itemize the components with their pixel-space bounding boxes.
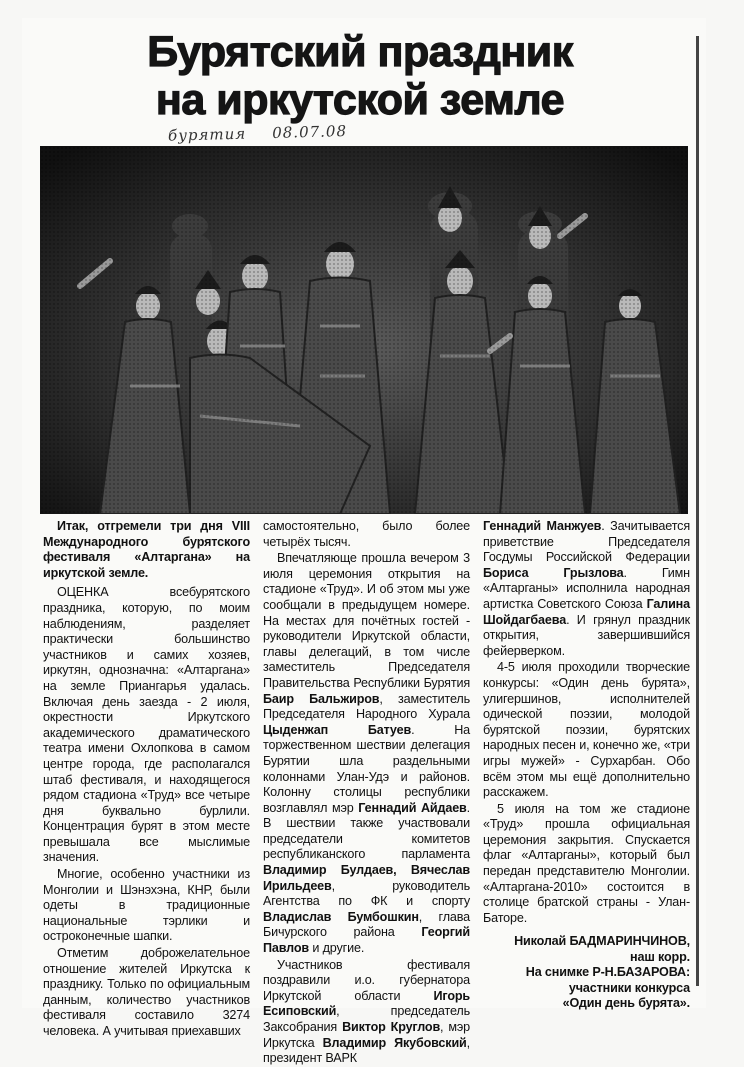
column-1 xyxy=(43,519,250,1038)
performers-photo-illustration xyxy=(40,146,688,514)
article-lead: Итак, отгремели три дня VIII Международного бурятского фестиваля «Алтаргана» на иркутской земле. xyxy=(43,519,250,580)
paragraph: Многие, особенно участники из Монголии и Шэнэхэна, КНР, были одеты в традиционные национальные тэрлики и остроконечные шапки. xyxy=(43,867,250,944)
author-role: наш корр. xyxy=(630,949,690,964)
paragraph: ОЦЕНКА всебурятского праздника, которую, по моим наблюдениям, разделяет практически большинство участников и самих хозяев, иркутян, однозначна: «Алтаргана» на земле Приангарья удалась. Включая день заезда - 2 июля, окрестности Иркутского академического драматического театра имени Охлопкова в самом центре города, где располагался штаб фестиваля, и находящегося рядом стадиона «Труд» все четыре дня буквально бурлили. Концентрация бурят в этом месте превышала все мыслимые значения. xyxy=(43,585,250,865)
paragraph: Геннадий Манжуев. Зачитывается приветствие Председателя Госдумы Российской Федерации Бориса Грызлова. Гимн «Алтарганы» исполнила народная артистка Советского Союза Галина Шойдагбаева. И грянул праздник открытия, завершившийся фейерверком. xyxy=(483,519,690,658)
paragraph: Отметим доброжелательное отношение жителей Иркутска к празднику. Только по официальным данным, количество участников фестиваля составило 3274 человека. А учитывая приехавших xyxy=(43,946,250,1038)
photo-caption-3: «Один день бурята». xyxy=(562,996,690,1011)
page-edge-rule xyxy=(696,36,699,986)
paragraph: 5 июля на том же стадионе «Труд» прошла официальная церемония закрытия. Спускается флаг «Алтарганы», который был передан представителю Монголии. «Алтаргана-2010» состоится в столице братской страны - Улан-Баторе. xyxy=(483,801,690,925)
paragraph: Впечатляюще прошла вечером 3 июля церемония открытия на стадионе «Труд». И об этом мы уже сообщали в предыдущем номере. На местах для почётных гостей - руководители Иркутской области, главы делегаций, в том числе заместитель Председателя Правительства Республики Бурятия Баир Бальжиров, заместитель Председателя Народного Хурала Цыденжап Батуев. На торжественном шествии делегация Бурятии шла раздельными колоннами Улан-Удэ и районов. Колонну столицы республики возглавлял мэр Геннадий Айдаев. В шествии также участвовали председатели комитетов республиканского парламента Владимир Булдаев, Вячеслав Ирильдеев, руководитель Агентства по ФК и спорту Владислав Бумбошкин, глава Бичурского района Георгий Павлов и другие. xyxy=(263,551,471,956)
column-2 xyxy=(263,519,471,1066)
article-headline xyxy=(60,28,660,124)
photo-caption-2: участники конкурса xyxy=(568,980,690,995)
author-name: Николай БАДМАРИНЧИНОВ, xyxy=(514,934,690,949)
article-signature xyxy=(483,934,690,1012)
paragraph: 4-5 июля проходили творческие конкурсы: «Один день бурята», улигершинов, исполнителей одической поэзии, молодой бурятской поэзии, бурятских народных песен и, конечно же, «три игры мужей» - Сурхарбан. Обо всём этом мы ещё дополнительно расскажем. xyxy=(483,660,690,800)
photo-caption-1: На снимке Р-Н.БАЗАРОВА: xyxy=(525,965,690,980)
column-3 xyxy=(483,519,690,1011)
handwritten-date: 08.07.08 xyxy=(271,122,348,142)
paragraph: Участников фестиваля поздравили и.о. губернатора Иркутской области Игорь Есиповский, председатель Заксобрания Виктор Круглов, мэр Иркутска Владимир Якубовский, президент ВАРК xyxy=(263,957,470,1066)
article-body xyxy=(43,519,690,1066)
handwritten-source: бурятия xyxy=(167,124,247,145)
headline-line-2: на иркутской земле xyxy=(155,76,565,124)
headline-line-1: Бурятский праздник xyxy=(147,28,573,76)
article-photo xyxy=(40,146,688,514)
paragraph: самостоятельно, было более четырёх тысяч. xyxy=(263,519,470,549)
